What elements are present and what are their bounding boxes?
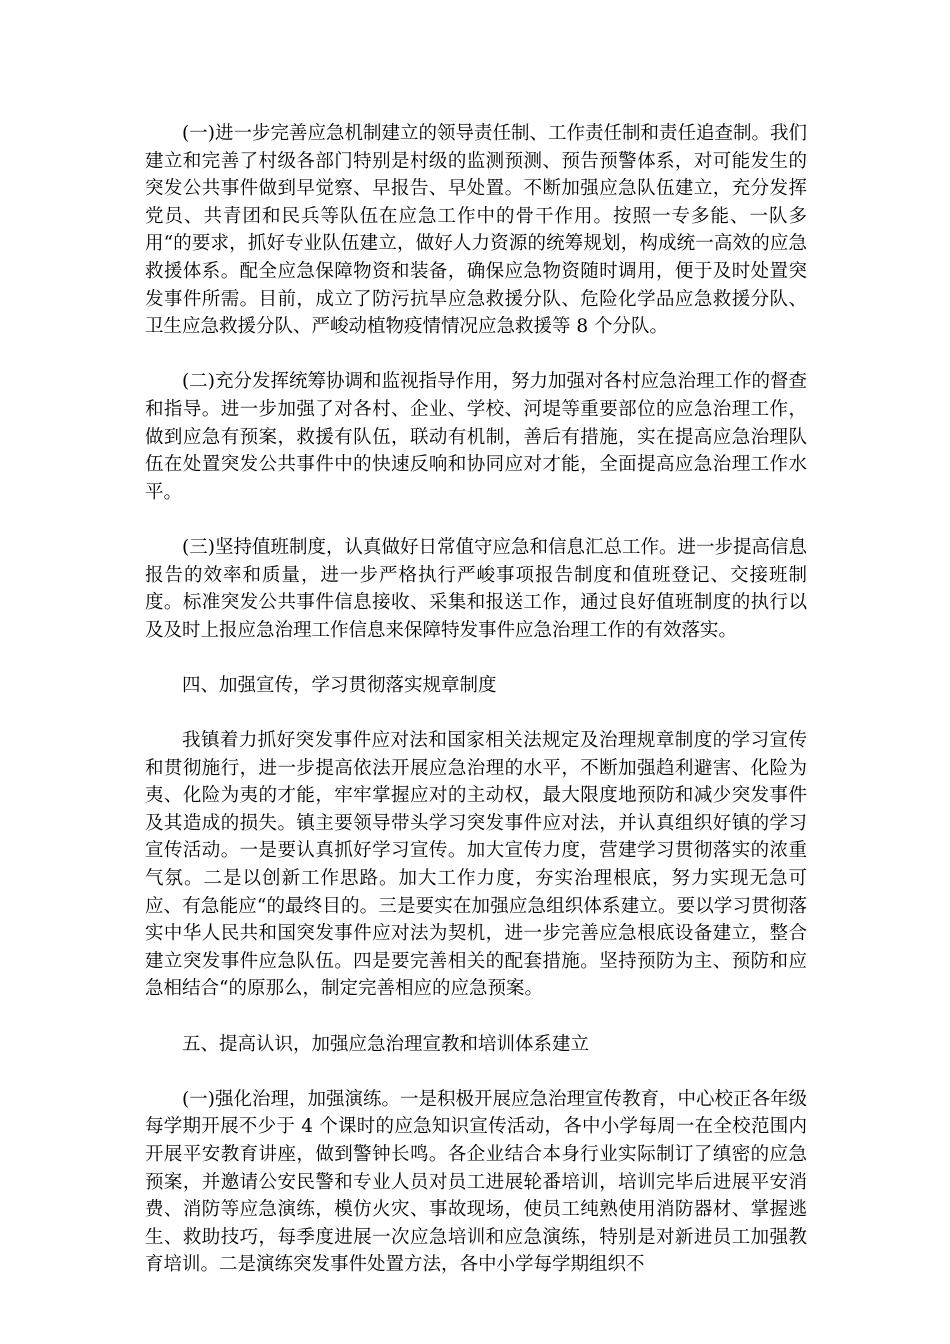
section-heading-5: 五、提高认识，加强应急治理宣教和培训体系建立	[182, 1033, 590, 1055]
paragraph-2: (二)充分发挥统筹协调和监视指导作用，努力加强对各村应急治理工作的督查和指导。进一步加强了对各村、企业、学校、河堤等重要部位的应急治理工作，做到应急有预案，救援有队伍，联动有机制，善后有措施，实在提高应急治理队伍在处置突发公共事件中的快速反响和协同应对才能，全面提高应急治理工作水平。	[145, 371, 807, 503]
section-heading-4: 四、加强宣传，学习贯彻落实规章制度	[182, 674, 497, 696]
document-page	[145, 120, 807, 1279]
paragraph-3: (三)坚持值班制度，认真做好日常值守应急和信息汇总工作。进一步提高信息报告的效率和质量，进一步严格执行严峻事项报告制度和值班登记、交接班制度。标准突发公共事件信息接收、采集和报送工作，通过良好值班制度的执行以及及时上报应急治理工作信息来保障特发事件应急治理工作的有效落实。	[145, 536, 807, 641]
paragraph-5: 我镇着力抓好突发事件应对法和国家相关法规定及治理规章制度的学习宣传和贯彻施行，进一步提高依法开展应急治理的水平，不断加强趋利避害、化险为夷、化险为夷的才能，牢牢掌握应对的主动权，最大限度地预防和减少突发事件及其造成的损失。镇主要领导带头学习突发事件应对法，并认真组织好镇的学习宣传活动。一是要认真抓好学习宣传。加大宣传力度，营建学习贯彻落实的浓重气氛。二是以创新工作思路。加大工作力度，夯实治理根底，努力实现无急可应、有急能应“的最终目的。三是要实在加强应急组织体系建立。要以学习贯彻落实中华人民共和国突发事件应对法为契机，进一步完善应急根底设备建立，整合建立突发事件应急队伍。四是要完善相关的配套措施。坚持预防为主、预防和应急相结合“的原那么，制定完善相应的应急预案。	[145, 730, 807, 1000]
paragraph-7: (一)强化治理，加强演练。一是积极开展应急治理宣传教育，中心校正各年级每学期开展不少于 4 个课时的应急知识宣传活动，各中小学每周一在全校范围内开展平安教育讲座，做到警钟长鸣。各企业结合本身行业实际制订了缜密的应急预案，并邀请公安民警和专业人员对员工进展轮番培训，培训完毕后进展平安消费、消防等应急演练，模仿火灾、事故现场，使员工纯熟使用消防器材、掌握逃生、救助技巧，每季度进展一次应急培训和应急演练，特别是对新进员工加强教育培训。二是演练突发事件处置方法，各中小学每学期组织不	[145, 1088, 807, 1276]
paragraph-1: (一)进一步完善应急机制建立的领导责任制、工作责任制和责任追查制。我们建立和完善了村级各部门特别是村级的监测预测、预告预警体系，对可能发生的突发公共事件做到早觉察、早报告、早处置。不断加强应急队伍建立，充分发挥党员、共青团和民兵等队伍在应急工作中的骨干作用。按照一专多能、一队多用“的要求，抓好专业队伍建立，做好人力资源的统筹规划，构成统一高效的应急救援体系。配全应急保障物资和装备，确保应急物资随时调用，便于及时处置突发事件所需。目前，成立了防污抗旱应急救援分队、危险化学品应急救援分队、卫生应急救援分队、严峻动植物疫情情况应急救援等 8 个分队。	[145, 123, 807, 338]
